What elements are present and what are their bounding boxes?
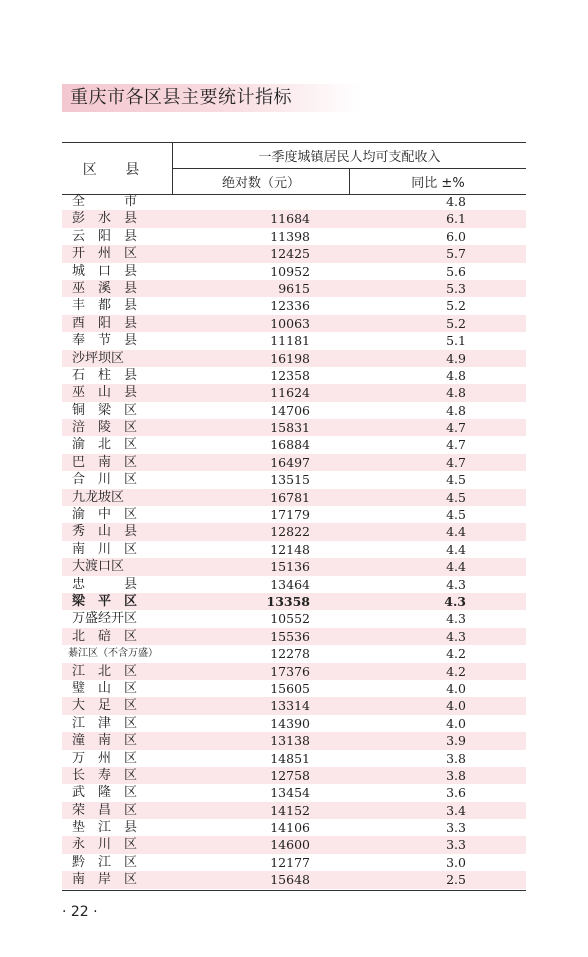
absolute-value: 11684: [270, 211, 310, 227]
yoy-value: 4.9: [446, 350, 466, 366]
absolute-value: 11398: [270, 228, 310, 244]
yoy-value: 5.2: [446, 298, 466, 314]
absolute-value: 14706: [270, 402, 310, 418]
region-name: 万盛经开区: [72, 611, 138, 627]
table-row: [62, 523, 526, 540]
table-row: [62, 697, 526, 714]
yoy-value: 4.5: [446, 472, 466, 488]
absolute-value: 14851: [270, 750, 310, 766]
region-name: 南 川 区: [72, 541, 138, 557]
region-name: 垫 江 县: [72, 820, 138, 836]
table-row: [62, 489, 526, 506]
absolute-value: 12177: [270, 854, 310, 870]
table-row: [62, 280, 526, 297]
yoy-value: 4.3: [446, 628, 466, 644]
table-row: [62, 454, 526, 471]
absolute-value: 14106: [270, 820, 310, 836]
yoy-value: 4.4: [446, 524, 466, 540]
table-row: [62, 506, 526, 523]
table-row: [62, 367, 526, 384]
absolute-value: 12278: [270, 646, 310, 662]
page-title: 重庆市各区县主要统计指标: [70, 87, 292, 108]
table-row: [62, 663, 526, 680]
region-name: 渝 北 区: [72, 437, 138, 453]
region-name: 沙坪坝区: [72, 350, 125, 366]
region-name: 綦江区（不含万盛）: [68, 648, 158, 660]
header-region: 区 县: [62, 143, 173, 194]
absolute-value: 16198: [270, 350, 310, 366]
yoy-value: 3.8: [446, 767, 466, 783]
region-name: 奉 节 县: [72, 333, 138, 349]
yoy-value: 4.0: [446, 680, 466, 696]
region-name: 北 碚 区: [72, 628, 138, 644]
table-row: [62, 541, 526, 558]
table-header: [62, 142, 526, 195]
region-name: 酉 阳 县: [72, 315, 138, 331]
region-name: 荣 昌 区: [72, 802, 138, 818]
region-name: 巫 山 县: [72, 385, 138, 401]
region-name: 江 津 区: [72, 715, 138, 731]
yoy-value: 3.0: [446, 854, 466, 870]
yoy-value: 4.5: [446, 489, 466, 505]
table-row: [62, 297, 526, 314]
table-row: [62, 210, 526, 227]
absolute-value: 12358: [270, 367, 310, 383]
table-row: [62, 732, 526, 749]
yoy-value: 3.6: [446, 785, 466, 801]
region-name: 江 北 区: [72, 663, 138, 679]
absolute-value: 9615: [278, 280, 310, 296]
absolute-value: 15648: [270, 872, 310, 888]
absolute-value: 13358: [266, 593, 310, 609]
table-row: [62, 263, 526, 280]
region-name: 大渡口区: [72, 559, 125, 575]
absolute-value: 15831: [270, 420, 310, 436]
absolute-value: 16884: [270, 437, 310, 453]
region-name: 涪 陵 区: [72, 420, 138, 436]
yoy-value: 5.6: [446, 263, 466, 279]
table-row: [62, 384, 526, 401]
yoy-value: 4.7: [446, 454, 466, 470]
table-row: [62, 715, 526, 732]
region-name: 大 足 区: [72, 698, 138, 714]
region-name: 开 州 区: [72, 246, 138, 262]
table-row: [62, 802, 526, 819]
yoy-value: 3.8: [446, 750, 466, 766]
header-income-group: 一季度城镇居民人均可支配收入: [173, 143, 526, 169]
yoy-value: 3.9: [446, 733, 466, 749]
yoy-value: 4.7: [446, 437, 466, 453]
table-row: [62, 836, 526, 853]
table-row: [62, 871, 526, 888]
absolute-value: 11181: [270, 333, 310, 349]
region-name: 潼 南 区: [72, 733, 138, 749]
table-row: [62, 750, 526, 767]
table-row: [62, 419, 526, 436]
absolute-value: 13138: [270, 733, 310, 749]
table-row: [62, 819, 526, 836]
absolute-value: [212, 193, 310, 210]
table-row: [62, 593, 526, 610]
yoy-value: 4.3: [446, 576, 466, 592]
table-row: [62, 332, 526, 349]
yoy-value: 4.8: [446, 385, 466, 401]
absolute-value: 11624: [270, 385, 310, 401]
yoy-value: 4.8: [446, 194, 466, 209]
absolute-value: 14390: [270, 715, 310, 731]
region-name: 巫 溪 县: [72, 280, 138, 296]
absolute-value: 17376: [270, 663, 310, 679]
table-row: [62, 854, 526, 871]
table-row: [62, 610, 526, 627]
yoy-value: 2.5: [446, 872, 466, 888]
yoy-value: 4.8: [446, 367, 466, 383]
absolute-value: 16781: [270, 489, 310, 505]
region-name: 长 寿 区: [72, 767, 138, 783]
table-row: [62, 436, 526, 453]
region-name: 渝 中 区: [72, 507, 138, 523]
region-name: 永 川 区: [72, 837, 138, 853]
yoy-value: 5.1: [446, 333, 466, 349]
header-yoy: 同比 ±%: [411, 176, 465, 191]
table-row: [62, 628, 526, 645]
region-name: 巴 南 区: [72, 454, 138, 470]
absolute-value: 10952: [270, 263, 310, 279]
region-name: 黔 江 区: [72, 854, 138, 870]
table-row: [62, 402, 526, 419]
table-row: [62, 315, 526, 332]
yoy-value: 4.2: [446, 646, 466, 662]
absolute-value: 12758: [270, 767, 310, 783]
yoy-value: 4.3: [446, 611, 466, 627]
table-row: [62, 245, 526, 262]
table-row: [62, 471, 526, 488]
absolute-value: 15536: [270, 628, 310, 644]
absolute-value: 16497: [270, 454, 310, 470]
yoy-value: 4.0: [446, 698, 466, 714]
yoy-value: 4.0: [446, 715, 466, 731]
region-name: 秀 山 县: [72, 524, 138, 540]
absolute-value: 12148: [270, 541, 310, 557]
table-row: [62, 558, 526, 575]
region-name: 全 市: [72, 194, 138, 209]
region-name: 彭 水 县: [72, 211, 138, 227]
absolute-value: 14152: [270, 802, 310, 818]
yoy-value: 4.4: [446, 541, 466, 557]
yoy-value: 4.2: [446, 663, 466, 679]
absolute-value: 13515: [270, 472, 310, 488]
region-name: 丰 都 县: [72, 298, 138, 314]
table-row: [62, 680, 526, 697]
table-row: [62, 193, 526, 210]
absolute-value: 12425: [270, 246, 310, 262]
yoy-value: 4.5: [446, 507, 466, 523]
yoy-value: 5.3: [446, 280, 466, 296]
region-name: 南 岸 区: [72, 872, 138, 888]
region-name: 万 州 区: [72, 750, 138, 766]
yoy-value: 3.3: [446, 837, 466, 853]
region-name: 城 口 县: [72, 263, 138, 279]
yoy-value: 6.1: [446, 211, 466, 227]
absolute-value: 13464: [270, 576, 310, 592]
yoy-value: 3.3: [446, 820, 466, 836]
table-row: [62, 645, 526, 662]
table-row: [62, 350, 526, 367]
region-name: 武 隆 区: [72, 785, 138, 801]
yoy-value: 6.0: [446, 228, 466, 244]
header-absolute: 绝对数（元）: [173, 169, 350, 194]
absolute-value: 12336: [270, 298, 310, 314]
region-name: 石 柱 县: [72, 367, 138, 383]
yoy-value: 4.7: [446, 420, 466, 436]
table-row: [62, 228, 526, 245]
yoy-value: 4.8: [446, 402, 466, 418]
region-name: 云 阳 县: [72, 228, 138, 244]
region-name: 九龙坡区: [72, 489, 125, 505]
region-name: 璧 山 区: [72, 680, 138, 696]
absolute-value: 10063: [270, 315, 310, 331]
absolute-value: 17179: [270, 507, 310, 523]
region-name: 铜 梁 区: [72, 402, 138, 418]
absolute-value: 14600: [270, 837, 310, 853]
absolute-value: 15136: [270, 559, 310, 575]
page-number: · 22 ·: [62, 904, 98, 920]
yoy-value: 3.4: [446, 802, 466, 818]
absolute-value: 15605: [270, 680, 310, 696]
yoy-value: 5.7: [446, 246, 466, 262]
table-row: [62, 784, 526, 801]
yoy-value: 5.2: [446, 315, 466, 331]
region-name: 合 川 区: [72, 472, 138, 488]
yoy-value: 4.4: [446, 559, 466, 575]
region-name: 梁 平 区: [72, 593, 138, 609]
table-row: [62, 576, 526, 593]
table-row: [62, 767, 526, 784]
absolute-value: 13454: [270, 785, 310, 801]
absolute-value: 13314: [270, 698, 310, 714]
region-name: 忠 县: [72, 576, 138, 592]
statistics-table: [62, 193, 526, 891]
absolute-value: 12822: [270, 524, 310, 540]
yoy-value: 4.3: [444, 593, 466, 609]
absolute-value: 10552: [270, 611, 310, 627]
